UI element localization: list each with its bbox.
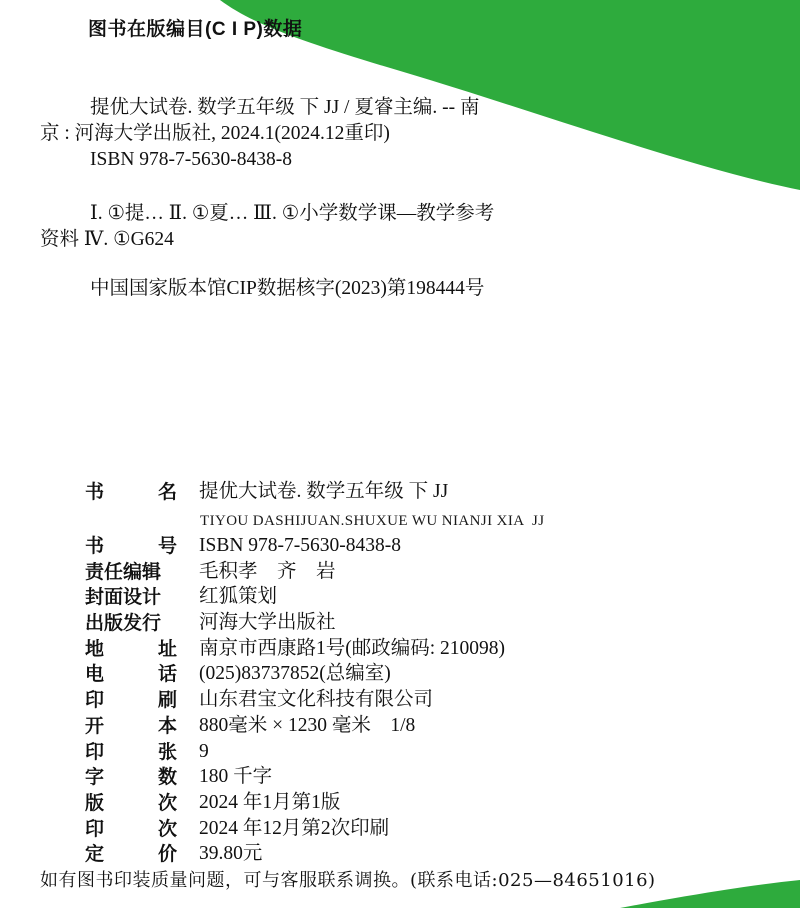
cip-line-publisher: 京 : 河海大学出版社, 2024.1(2024.12重印) (40, 123, 390, 144)
info-row-address (85, 637, 505, 663)
label-sheets: 印 张 (85, 740, 177, 763)
cip-line-title: 提优大试卷. 数学五年级 下 JJ / 夏睿主编. -- 南 (90, 97, 480, 118)
label-isbn: 书 号 (85, 535, 177, 557)
value-isbn: ISBN 978-7-5630-8438-8 (199, 535, 402, 556)
label-price: 定 价 (85, 843, 177, 866)
info-row-edition (85, 791, 505, 817)
label-printer: 印 刷 (85, 689, 177, 712)
cip-heading: 图书在版编目(C I P)数据 (88, 19, 303, 40)
value-publisher: 河海大学出版社 (199, 612, 336, 634)
label-format: 开 本 (85, 714, 177, 737)
label-phone: 电 话 (85, 663, 177, 686)
cip-line-classification-cont: 资料 Ⅳ. ①G624 (40, 229, 174, 250)
value-sheets: 9 (199, 740, 209, 762)
info-row-price (85, 842, 505, 868)
label-printing: 印 次 (85, 817, 177, 840)
label-address: 地 址 (85, 637, 177, 660)
value-address: 南京市西康路1号(邮政编码: 210098) (199, 637, 506, 659)
info-row-publisher (85, 611, 505, 637)
label-publisher: 出版发行 (85, 612, 162, 635)
info-row-words (85, 765, 505, 791)
label-cover-design: 封面设计 (85, 586, 162, 609)
info-row-printer (85, 688, 505, 714)
value-book-title: 提优大试卷. 数学五年级 下 JJ (199, 481, 449, 502)
value-cover-design: 红狐策划 (199, 586, 278, 608)
info-row-editor (85, 560, 505, 586)
value-editor: 毛积孝 齐 岩 (199, 560, 336, 582)
info-row-phone (85, 662, 505, 688)
cip-line-isbn: ISBN 978-7-5630-8438-8 (90, 149, 293, 170)
value-price: 39.80元 (199, 843, 263, 865)
value-words: 180 千字 (199, 766, 273, 788)
copyright-info-table (85, 480, 505, 868)
cip-line-record-number: 中国国家版本馆CIP数据核字(2023)第198444号 (90, 278, 485, 299)
value-phone: (025)83737852(总编室) (199, 663, 391, 685)
value-book-title-pinyin: TIYOU DASHIJUAN.SHUXUE WU NIANJI XIA JJ (200, 513, 545, 529)
label-words: 字 数 (85, 766, 177, 789)
customer-service-note: 如有图书印装质量问题，可与客服联系调换。(联系电话:025—84651016) (40, 870, 656, 891)
info-row-sheets (85, 740, 505, 766)
value-printing: 2024 年12月第2次印刷 (199, 817, 390, 839)
info-row-isbn (85, 534, 505, 560)
value-format: 880毫米 × 1230 毫米 1/8 (199, 714, 416, 736)
value-edition: 2024 年1月第1版 (199, 791, 341, 813)
info-row-book-title (85, 480, 505, 512)
info-row-printing (85, 817, 505, 843)
info-row-format (85, 714, 505, 740)
value-printer: 山东君宝文化科技有限公司 (199, 689, 434, 711)
info-row-cover-design (85, 585, 505, 611)
label-editor: 责任编辑 (85, 560, 162, 583)
cip-line-classification: Ⅰ. ①提… Ⅱ. ①夏… Ⅲ. ①小学数学课—教学参考 (90, 203, 495, 224)
label-edition: 版 次 (85, 791, 177, 814)
label-book-title: 书 名 (85, 481, 177, 503)
